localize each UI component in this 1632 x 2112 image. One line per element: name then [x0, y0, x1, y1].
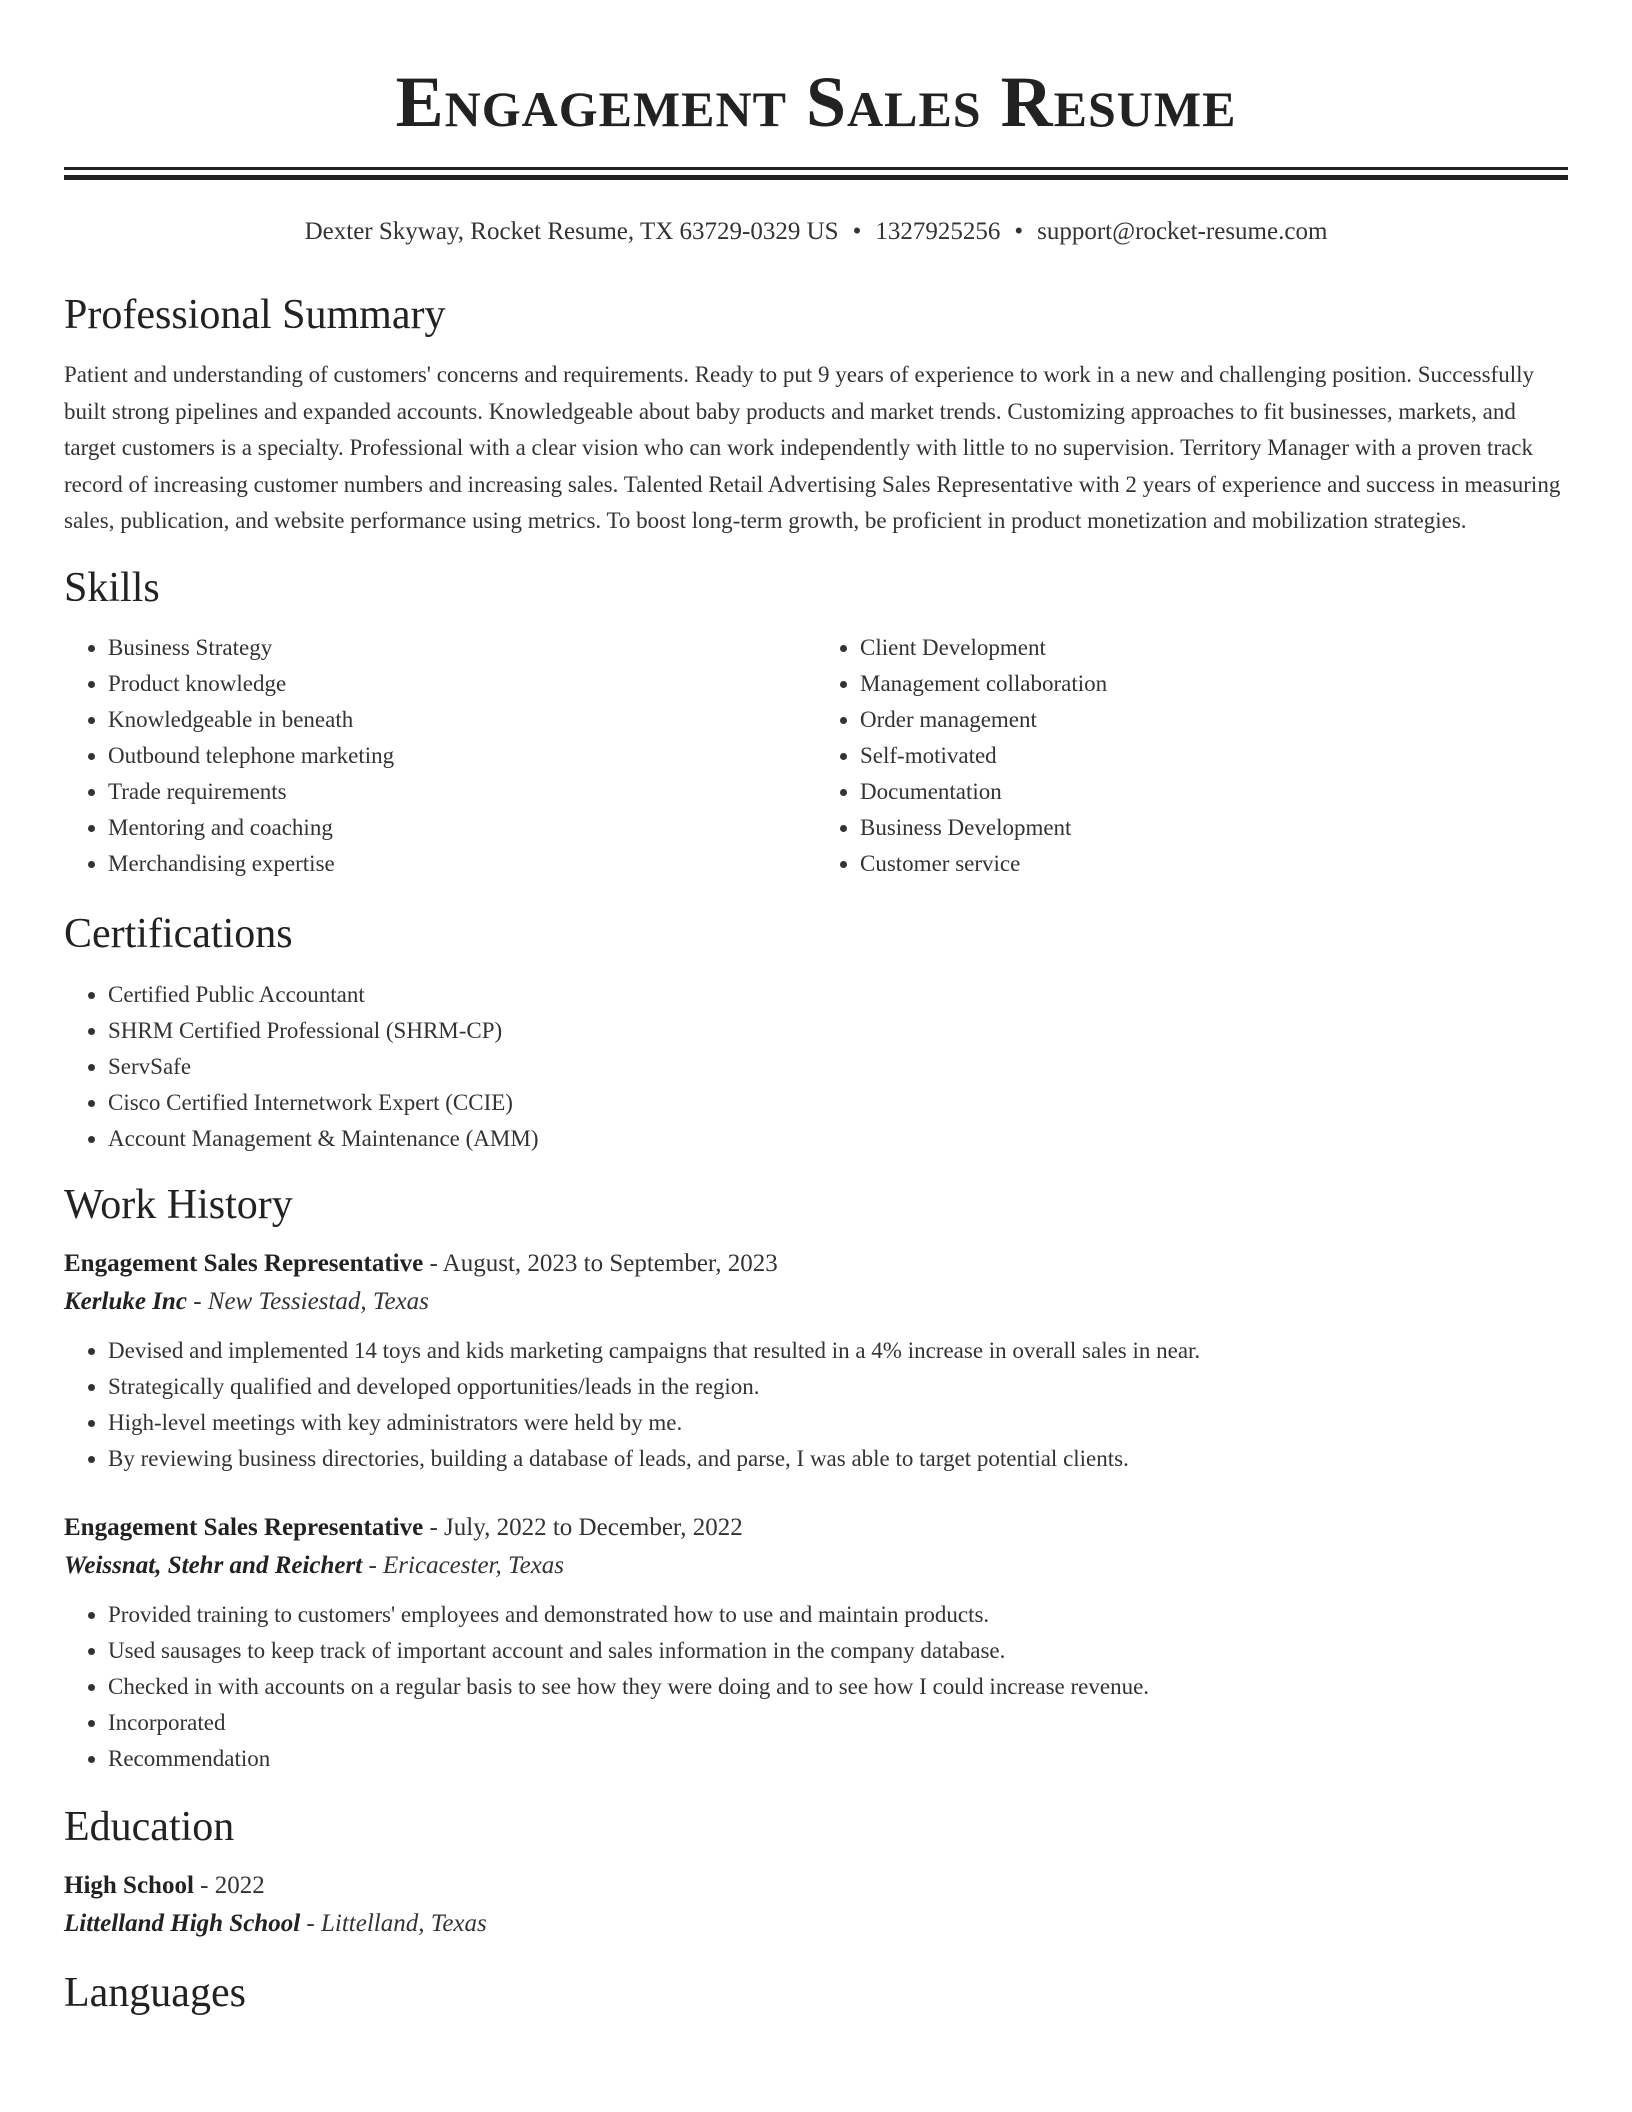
contact-email: support@rocket-resume.com [1037, 218, 1328, 245]
job-bullets [64, 1333, 1568, 1477]
skills-list-right [816, 630, 1568, 882]
summary-text: Patient and understanding of customers' concerns and requirements. Ready to put 9 years of experience to work in a new and challenging position. Successfully built strong pipelines and expanded accounts. Knowledgeable about baby products and market trends. Customizing approaches to fit businesses, markets, and target customers is a specialty. Professional with a clear vision who can work independently with little to no supervision. Territory Manager with a proven track record of increasing customer numbers and increasing sales. Talented Retail Advertising Sales Representative with 2 years of experience and success in measuring sales, publication, and website performance using metrics. To boost long-term growth, be proficient in product monetization and mobilization strategies. [64, 362, 1561, 533]
certifications-list [64, 977, 1568, 1157]
job-bullet: • Checked in with accounts on a regular basis to see how they were doing and to see how I could increase revenue. [108, 1669, 1568, 1705]
certification-item: • SHRM Certified Professional (SHRM-CP) [108, 1013, 1568, 1049]
job-bullets [64, 1597, 1568, 1777]
skill-item: • Management collaboration [860, 666, 1568, 702]
job-title-line [64, 1509, 1568, 1547]
skill-item: • Mentoring and coaching [108, 810, 816, 846]
company-line [64, 1283, 1568, 1321]
skill-item: • Customer service [860, 846, 1568, 882]
company-name: Weissnat, Stehr and Reichert [64, 1551, 363, 1579]
skills-columns [64, 630, 1568, 882]
job-bullet: • Used sausages to keep track of important account and sales information in the company database. [108, 1633, 1568, 1669]
job-bullet: • Provided training to customers' employees and demonstrated how to use and maintain products. [108, 1597, 1568, 1633]
job-entry [64, 1245, 1568, 1477]
company-location: - Ericacester, Texas [362, 1551, 565, 1579]
education-year: - 2022 [193, 1871, 265, 1899]
skills-list-left [64, 630, 816, 882]
certifications-heading: Certifications [64, 910, 293, 957]
company-line [64, 1547, 1568, 1585]
work-history-heading: Work History [64, 1181, 293, 1228]
title-divider-bottom [64, 175, 1568, 180]
job-entry [64, 1509, 1568, 1777]
skill-item: • Client Development [860, 630, 1568, 666]
skill-item: • Documentation [860, 774, 1568, 810]
education-heading: Education [64, 1803, 235, 1850]
job-dates: - August, 2023 to September, 2023 [423, 1249, 778, 1277]
skill-item: • Merchandising expertise [108, 846, 816, 882]
job-bullet: • By reviewing business directories, building a database of leads, and parse, I was able to target potential clients. [108, 1441, 1568, 1477]
contact-separator: • [1014, 218, 1024, 245]
job-bullet: • Recommendation [108, 1741, 1568, 1777]
contact-phone: 1327925256 [875, 218, 1001, 245]
languages-heading: Languages [64, 1969, 246, 2016]
skill-item: • Self-motivated [860, 738, 1568, 774]
certification-item: • ServSafe [108, 1049, 1568, 1085]
title-divider-top [64, 167, 1568, 170]
company-name: Kerluke Inc [64, 1287, 187, 1315]
skill-item: • Trade requirements [108, 774, 816, 810]
job-title: Engagement Sales Representative [64, 1513, 424, 1541]
certification-item: • Account Management & Maintenance (AMM) [108, 1121, 1568, 1157]
education-school: Littelland High School [64, 1909, 301, 1937]
skill-item: • Business Strategy [108, 630, 816, 666]
contact-address: Dexter Skyway, Rocket Resume, TX 63729-0329 US [304, 218, 839, 245]
education-school-line [64, 1905, 1568, 1943]
skill-item: • Product knowledge [108, 666, 816, 702]
skill-item: • Order management [860, 702, 1568, 738]
company-location: - New Tessiestad, Texas [186, 1287, 429, 1315]
skill-item: • Outbound telephone marketing [108, 738, 816, 774]
resume-page [64, 0, 1568, 2019]
skills-heading: Skills [64, 564, 160, 611]
job-bullet: • High-level meetings with key administrators were held by me. [108, 1405, 1568, 1441]
certification-item: • Certified Public Accountant [108, 977, 1568, 1013]
job-dates: - July, 2022 to December, 2022 [423, 1513, 743, 1541]
summary-heading: Professional Summary [64, 292, 446, 338]
contact-separator: • [852, 218, 862, 245]
education-degree-line [64, 1867, 1568, 1905]
certification-item: • Cisco Certified Internetwork Expert (CCIE) [108, 1085, 1568, 1121]
job-title-line [64, 1245, 1568, 1283]
skill-item: • Knowledgeable in beneath [108, 702, 816, 738]
education-location: - Littelland, Texas [300, 1909, 487, 1937]
skill-item: • Business Development [860, 810, 1568, 846]
job-bullet: • Incorporated [108, 1705, 1568, 1741]
contact-line [64, 215, 1568, 249]
job-title: Engagement Sales Representative [64, 1249, 424, 1277]
job-bullet: • Strategically qualified and developed opportunities/leads in the region. [108, 1369, 1568, 1405]
resume-title: Engagement Sales Resume [395, 62, 1237, 142]
job-bullet: • Devised and implemented 14 toys and kids marketing campaigns that resulted in a 4% increase in overall sales in near. [108, 1333, 1568, 1369]
education-degree: High School [64, 1871, 194, 1899]
